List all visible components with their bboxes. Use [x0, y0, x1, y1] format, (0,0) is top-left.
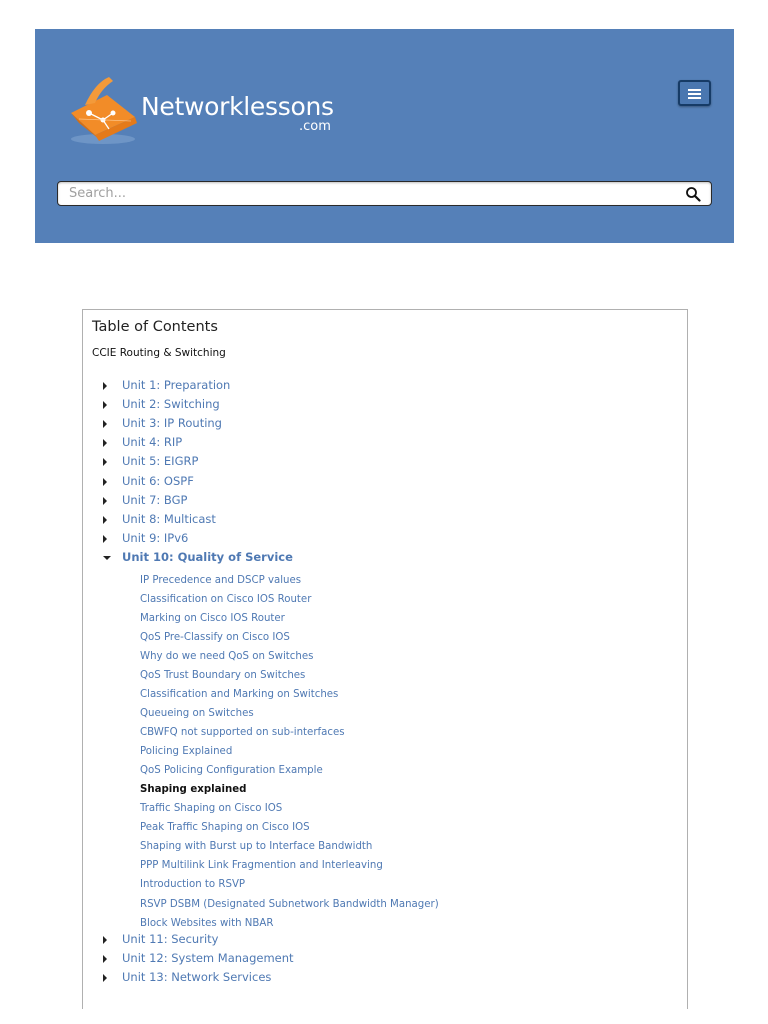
caret-right-icon[interactable]: [103, 478, 107, 486]
toc-lesson-item[interactable]: [140, 568, 301, 587]
toc-unit-item[interactable]: [83, 395, 683, 414]
caret-right-icon[interactable]: [103, 420, 107, 428]
toc-lesson-item[interactable]: [140, 625, 290, 644]
toc-lesson-link[interactable]: Peak Traffic Shaping on Cisco IOS: [140, 822, 310, 834]
toc-lesson-item[interactable]: [140, 758, 323, 777]
toc-lesson-item[interactable]: [140, 853, 383, 872]
toc-lesson-link[interactable]: CBWFQ not supported on sub-interfaces: [140, 726, 345, 738]
toc-lesson-item[interactable]: [140, 644, 313, 663]
toc-lesson-link[interactable]: QoS Pre-Classify on Cisco IOS: [140, 631, 290, 643]
brand-suffix: .com: [299, 119, 331, 134]
toc-unit-link[interactable]: Unit 2: Switching: [122, 397, 220, 412]
toc-lesson-item[interactable]: [140, 663, 305, 682]
toc-unit-item[interactable]: [83, 452, 683, 471]
toc-unit-item[interactable]: [83, 968, 683, 987]
table-of-contents: [82, 309, 688, 1009]
toc-unit-link[interactable]: Unit 9: IPv6: [122, 530, 189, 545]
toc-unit-link[interactable]: Unit 12: System Management: [122, 950, 294, 965]
toc-lesson-link[interactable]: QoS Trust Boundary on Switches: [140, 669, 306, 681]
toc-title: Table of Contents: [92, 319, 218, 335]
toc-unit-link[interactable]: Unit 1: Preparation: [122, 378, 231, 392]
caret-right-icon[interactable]: [103, 974, 107, 982]
toc-lesson-link[interactable]: Shaping with Burst up to Interface Bandwidth: [140, 841, 373, 853]
caret-right-icon[interactable]: [103, 955, 107, 963]
toc-unit-link[interactable]: Unit 10: Quality of Service: [122, 549, 293, 564]
toc-unit-link[interactable]: Unit 13: Network Services: [122, 969, 272, 984]
toc-lesson-item[interactable]: [140, 701, 254, 720]
toc-lesson-item[interactable]: [140, 796, 282, 815]
menu-toggle-button[interactable]: [678, 80, 711, 106]
search-box: [57, 181, 712, 206]
site-logo[interactable]: [65, 73, 355, 153]
caret-right-icon[interactable]: [103, 936, 107, 944]
toc-lesson-link[interactable]: Block Websites with NBAR: [140, 917, 274, 929]
toc-unit-item[interactable]: [83, 949, 683, 968]
toc-lesson-item[interactable]: [140, 682, 338, 701]
toc-unit-item[interactable]: [83, 930, 683, 949]
search-input[interactable]: [58, 182, 678, 205]
toc-lesson-item[interactable]: [140, 739, 232, 758]
caret-right-icon[interactable]: [103, 401, 107, 409]
caret-down-icon[interactable]: [103, 556, 111, 560]
toc-unit-link[interactable]: Unit 5: EIGRP: [122, 454, 199, 469]
caret-right-icon[interactable]: [103, 516, 107, 524]
toc-lesson-item[interactable]: [140, 815, 310, 834]
toc-lesson-item[interactable]: [140, 911, 273, 930]
toc-lesson-link[interactable]: PPP Multilink Link Fragmention and Interleaving: [140, 860, 383, 872]
toc-unit-link[interactable]: Unit 11: Security: [122, 931, 219, 946]
toc-unit-link[interactable]: Unit 6: OSPF: [122, 473, 194, 488]
toc-current-lesson: Shaping explained: [140, 784, 247, 796]
toc-unit-link[interactable]: Unit 4: RIP: [122, 435, 183, 450]
toc-unit-item[interactable]: [83, 376, 683, 395]
caret-right-icon[interactable]: [103, 458, 107, 466]
toc-unit-item[interactable]: [83, 433, 683, 452]
toc-lesson-link[interactable]: RSVP DSBM (Designated Subnetwork Bandwidth Manager): [140, 898, 439, 910]
toc-lesson-link[interactable]: Why do we need QoS on Switches: [140, 650, 314, 662]
toc-lesson-item[interactable]: [140, 892, 439, 911]
toc-lesson-link[interactable]: QoS Policing Configuration Example: [140, 765, 323, 777]
hamburger-menu-icon: [688, 89, 701, 98]
toc-unit-item[interactable]: [83, 472, 683, 491]
toc-unit-item[interactable]: [83, 491, 683, 510]
caret-right-icon[interactable]: [103, 497, 107, 505]
caret-right-icon[interactable]: [103, 382, 107, 390]
toc-unit-link[interactable]: Unit 8: Multicast: [122, 511, 216, 526]
toc-lesson-item[interactable]: [140, 606, 285, 625]
toc-lesson-item[interactable]: [140, 587, 311, 606]
site-header: [35, 29, 734, 243]
caret-right-icon[interactable]: [103, 535, 107, 543]
caret-right-icon[interactable]: [103, 439, 107, 447]
toc-unit-item[interactable]: [83, 510, 683, 529]
toc-unit-link[interactable]: Unit 3: IP Routing: [122, 416, 222, 431]
toc-course-name: CCIE Routing & Switching: [92, 347, 226, 359]
toc-lesson-item: [140, 777, 246, 796]
search-icon[interactable]: [685, 186, 701, 202]
toc-lesson-link[interactable]: Classification and Marking on Switches: [140, 688, 339, 700]
brand-name: Networklessons: [141, 92, 334, 121]
toc-lesson-link[interactable]: Classification on Cisco IOS Router: [140, 593, 312, 605]
toc-unit-item[interactable]: [83, 529, 683, 548]
toc-lesson-link[interactable]: Policing Explained: [140, 746, 233, 758]
toc-lesson-item[interactable]: [140, 834, 372, 853]
toc-lesson-link[interactable]: Queueing on Switches: [140, 707, 254, 719]
toc-unit-link[interactable]: Unit 7: BGP: [122, 492, 188, 507]
toc-lesson-link[interactable]: Introduction to RSVP: [140, 879, 246, 891]
toc-lesson-link[interactable]: Marking on Cisco IOS Router: [140, 612, 285, 624]
toc-lesson-item[interactable]: [140, 720, 345, 739]
toc-unit-item[interactable]: [83, 414, 683, 433]
logo-mark-icon: [65, 73, 145, 153]
toc-lesson-item[interactable]: [140, 872, 245, 891]
toc-lesson-link[interactable]: IP Precedence and DSCP values: [140, 574, 302, 586]
toc-lesson-link[interactable]: Traffic Shaping on Cisco IOS: [140, 803, 283, 815]
toc-unit-item[interactable]: [83, 548, 683, 567]
